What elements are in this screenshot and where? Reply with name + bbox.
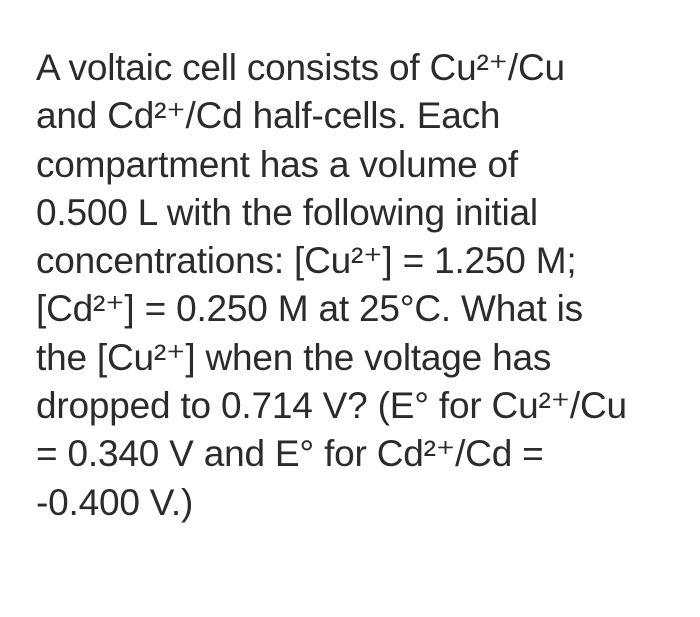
question-line-5: concentrations: [Cu²⁺] = 1.250 M; [36, 240, 577, 282]
question-line-7: the [Cu²⁺] when the voltage has [36, 336, 552, 378]
question-line-1: A voltaic cell consists of Cu²⁺/Cu [36, 47, 565, 88]
question-line-10: -0.400 V.) [36, 481, 194, 523]
question-line-8: dropped to 0.714 V? (E° for Cu²⁺/Cu [36, 385, 627, 427]
question-text [36, 44, 686, 527]
question-line-6: [Cd²⁺] = 0.250 M at 25°C. What is [36, 288, 583, 330]
question-line-4: 0.500 L with the following initial [36, 191, 538, 233]
question-line-3: compartment has a volume of [36, 143, 518, 185]
question-line-2: and Cd²⁺/Cd half-cells. Each [36, 95, 501, 137]
question-line-9: = 0.340 V and E° for Cd²⁺/Cd = [36, 433, 544, 475]
